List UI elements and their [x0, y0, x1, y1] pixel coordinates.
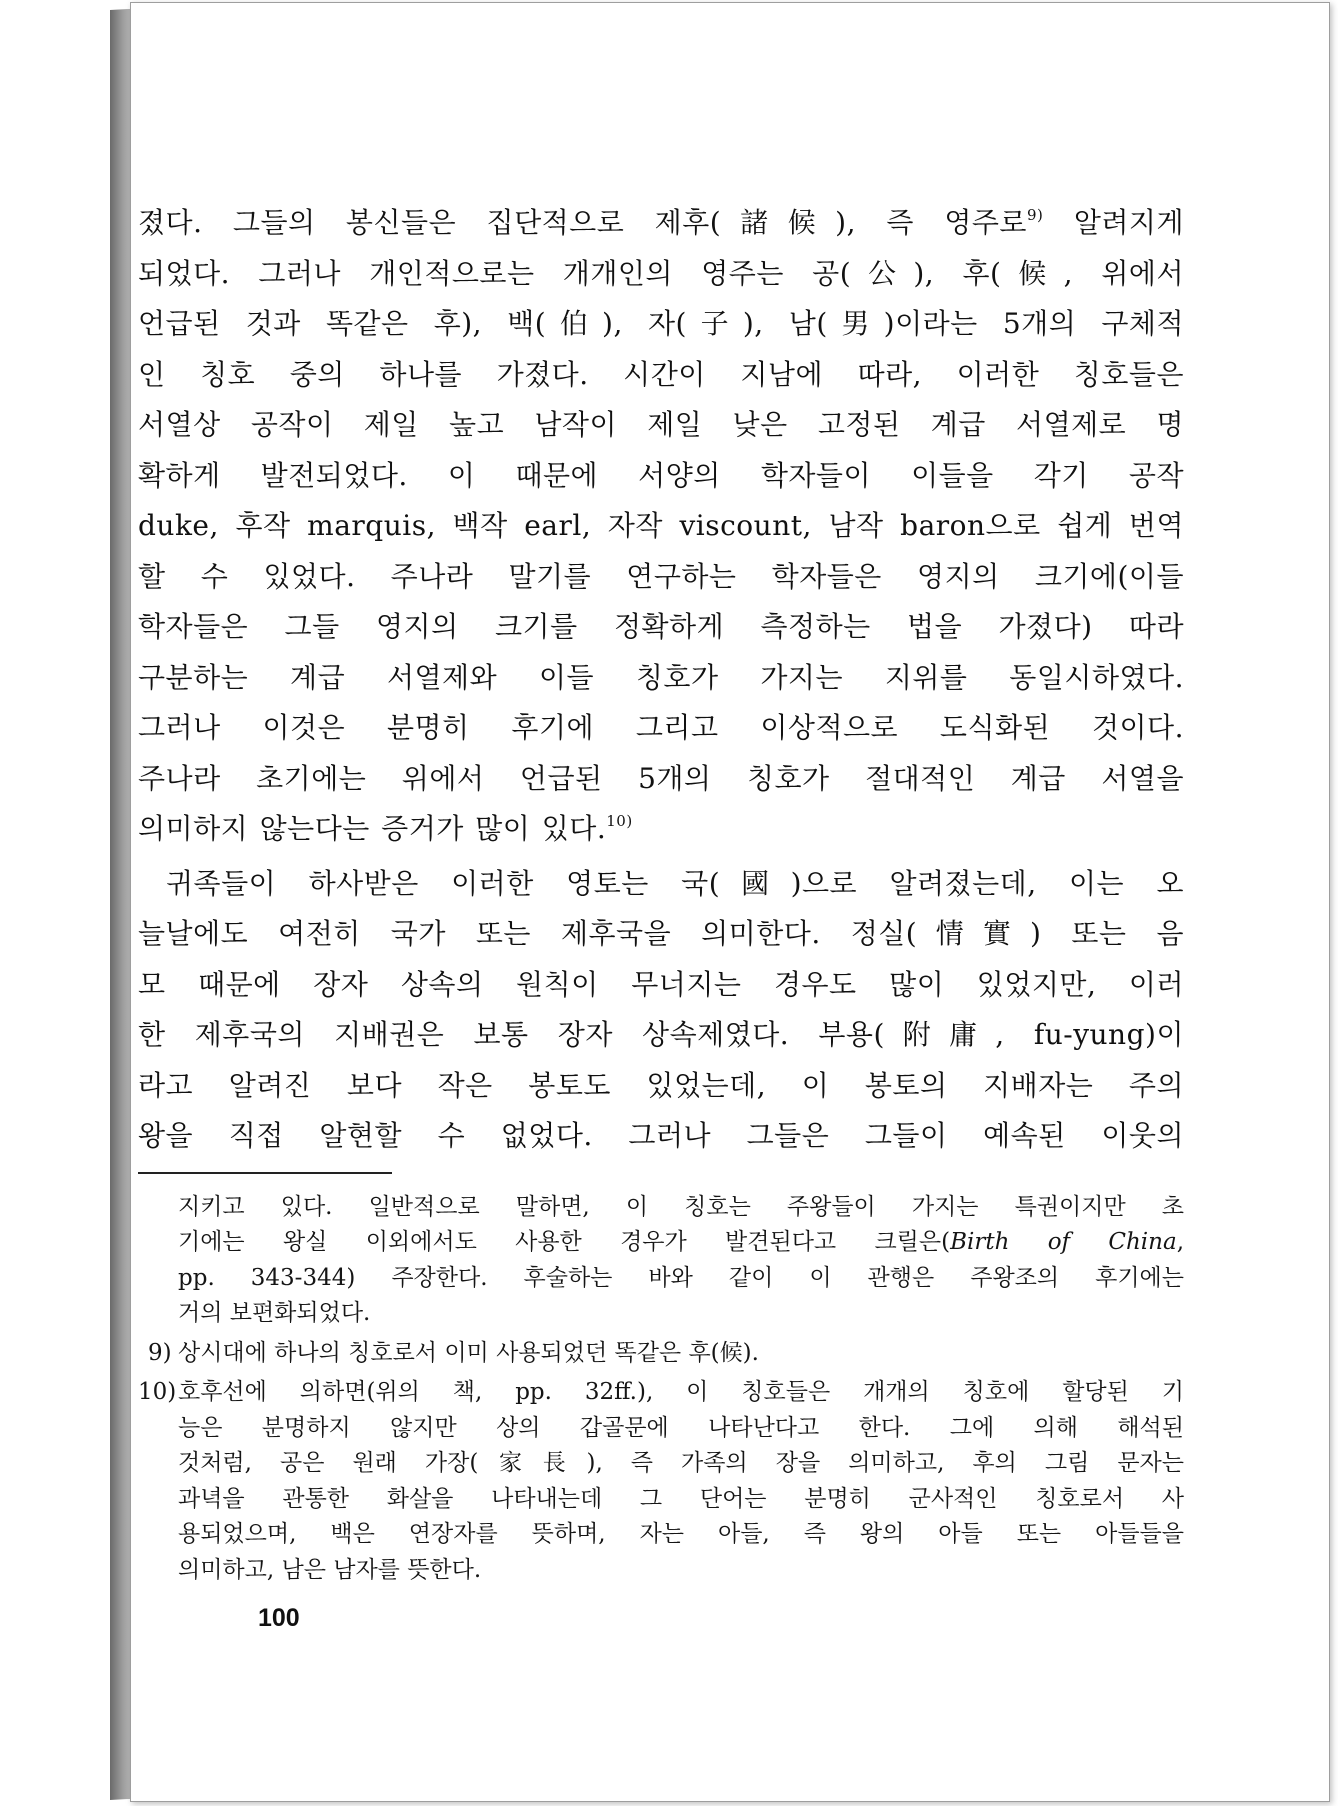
footnote-ref-9[interactable]: 9): [1027, 206, 1044, 224]
text-line: 확하게 발전되었다. 이 때문에 서양의 학자들이 이들을 각기 공작: [138, 458, 1184, 492]
paragraph-1: [138, 198, 1184, 855]
text-line: 할 수 있었다. 주나라 말기를 연구하는 학자들은 영지의 크기에(이들: [138, 559, 1184, 593]
paragraph-2: [138, 859, 1184, 1162]
text-line: 구분하는 계급 서열제와 이들 칭호가 가지는 지위를 동일시하였다.: [138, 660, 1184, 694]
text-line: 왕을 직접 알현할 수 없었다. 그러나 그들은 그들이 예속된 이웃의: [138, 1119, 1184, 1152]
text-line: 언급된 것과 똑같은 후), 백(伯), 자(子), 남(男)이라는 5개의 구체적: [138, 307, 1184, 340]
footnote-continuation: 지키고 있다. 일반적으로 말하면, 이 칭호는 주왕들이 가지는 특권이지만 초 기에는 왕실 이외에서도 사용한 경우가 발견된다고 크릴은(Birth of China, pp. 343-344) 주장한다. 후술하는 바와 같이 이 관행은 주왕조의 후기에는 거의 보편화되었다.: [178, 1193, 1184, 1326]
text-line: 졌다. 그들의 봉신들은 집단적으로 제후(諸候), 즉 영주로$^{9)}$ 알려지게: [138, 206, 1185, 239]
text-line: 되었다. 그러나 개인적으로는 개개인의 영주는 공(公), 후(候, 위에서: [138, 256, 1184, 290]
text-line: 라고 알려진 보다 작은 봉토도 있었는데, 이 봉토의 지배자는 주의: [138, 1068, 1184, 1102]
text-line: 인 칭호 중의 하나를 가졌다. 시간이 지남에 따라, 이러한 칭호들은: [138, 357, 1184, 391]
footnotes: [138, 1190, 1184, 1589]
footnote-9: 9) 상시대에 하나의 칭호로서 이미 사용되었던 똑같은 후(候).: [138, 1336, 1184, 1372]
footnote-divider: [138, 1172, 392, 1174]
text-line: 늘날에도 여전히 국가 또는 제후국을 의미한다. 정실(情實) 또는 음: [138, 917, 1184, 950]
text-line: 주나라 초기에는 위에서 언급된 5개의 칭호가 절대적인 계급 서열을: [138, 761, 1184, 795]
text-line: 귀족들이 하사받은 이러한 영토는 국(國)으로 알려졌는데, 이는 오: [166, 866, 1184, 900]
page-content: [138, 198, 1184, 1588]
footnote-10: 10) 호후선에 의하면(위의 책, pp. 32ff.), 이 칭호들은 개개의 칭호에 할당된 기 능은 분명하지 않지만 상의 갑골문에 나타난다고 한다. 그에 의해 해석된 것처럼, 공은 원래 가장(家長), 즉 가족의 장을 의미하고, 후의 그림 문자는 과녁을 관통한 화살을 나타내는데 그 단어는 분명히 군사적인 칭호로서 사 용되었으며, 백은 연장자를 뜻하며, 자는 아들, 즉 왕의 아들 또는 아들들을 의미하고, 남은 남자를 뜻한다.: [138, 1375, 1184, 1588]
page-number: 100: [258, 1604, 300, 1632]
text-line: duke, 후작 marquis, 백작 earl, 자작 viscount, 남작 baron으로 쉽게 번역: [138, 509, 1184, 542]
text-line: 그러나 이것은 분명히 후기에 그리고 이상적으로 도식화된 것이다.: [138, 711, 1184, 744]
text-line: 학자들은 그들 영지의 크기를 정확하게 측정하는 법을 가졌다) 따라: [138, 610, 1184, 643]
text-line: 모 때문에 장자 상속의 원칙이 무너지는 경우도 많이 있었지만, 이러: [138, 967, 1184, 1001]
footnote-ref-10[interactable]: 10): [606, 812, 633, 830]
text-line: 한 제후국의 지배권은 보통 장자 상속제였다. 부용(附庸, fu-yung)이: [138, 1018, 1184, 1051]
footnote-number: 10): [138, 1379, 177, 1405]
text-line: 의미하지 않는다는 증거가 많이 있다.$^{10)}$: [138, 812, 633, 845]
footnote-number: 9): [148, 1339, 172, 1366]
text-line: 서열상 공작이 제일 높고 남작이 제일 낮은 고정된 계급 서열제로 명: [138, 408, 1184, 441]
